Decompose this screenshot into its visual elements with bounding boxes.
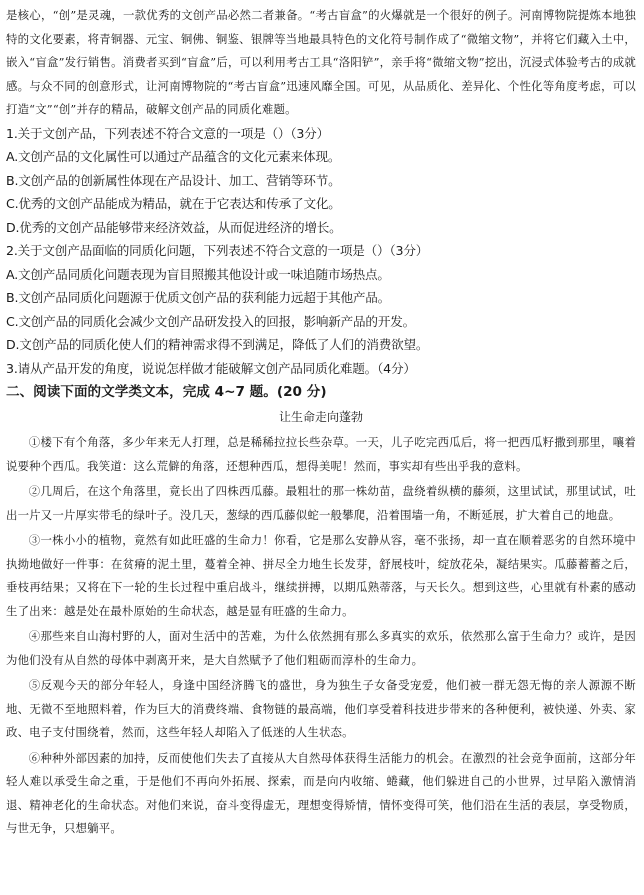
question-2 bbox=[6, 239, 636, 357]
q1-option-a: A.文创产品的文化属性可以通过产品蕴含的文化元素来体现。 bbox=[6, 149, 341, 164]
q1-stem: 1.关于文创产品，下列表述不符合文意的一项是（）（3分） bbox=[6, 125, 329, 141]
intro-paragraph: 是核心，“创”是灵魂，一款优秀的文创产品必然二者兼备。“考古盲盒”的火爆就是一个很好的例子。河南博物院提炼本地独特的文化要素，将青铜器、元宝、铜佛、铜鉴、银牌等当地最具特色的文化符号制作成了“微缩文物”，并将它们藏入土中，嵌入“盲盒”发行销售。消费者买到“盲盒”后，可以利用考古工具“洛阳铲”，亲手将“微缩文物”挖出，沉浸式体验考古的成就感。与众不同的创意形式，让河南博物院的“考古盲盒”迅速风靡全国。可见，从品质化、差异化、个性化等角度考虑，可以打造“文”“创”并存的精品，破解文创产品的同质化难题。 bbox=[6, 8, 636, 116]
q1-option-b: B.文创产品的创新属性体现在产品设计、加工、营销等环节。 bbox=[6, 172, 341, 188]
story-paragraph-2: ②几周后，在这个角落里，竟长出了四株西瓜藤。最粗壮的那一株幼苗，盘绕着纵横的藤须，这里试试，那里试试，吐出一片又一片厚实带毛的绿叶子。没几天，葱绿的西瓜藤似蛇一般攀爬，沿着围墙一角，不断延展，扩大着自己的地盘。 bbox=[6, 484, 636, 522]
story-paragraph-4: ④那些来自山海村野的人，面对生活中的苦难，为什么依然拥有那么多真实的欢乐，依然那么富于生命力？或许，是因为他们没有从自然的母体中剥离开来，是大自然赋予了他们粗砺而淳朴的生命力。 bbox=[6, 629, 636, 667]
q2-option-a: A.文创产品同质化问题表现为盲目照搬其他设计或一味追随市场热点。 bbox=[6, 266, 390, 282]
q1-option-d: D.优秀的文创产品能够带来经济效益，从而促进经济的增长。 bbox=[6, 219, 342, 235]
q2-option-d: D.文创产品的同质化使人们的精神需求得不到满足，降低了人们的消费欲望。 bbox=[6, 337, 429, 352]
question-3: 3.请从产品开发的角度，说说怎样做才能破解文创产品同质化难题。（4分） bbox=[6, 360, 416, 376]
story-paragraph-6: ⑥种种外部因素的加持，反而使他们失去了直接从大自然母体获得生活能力的机会。在激烈的社会竞争面前，这部分年轻人难以承受生命之重，于是他们不再向外拓展、探索，而是向内收缩、蜷藏，他们躲进自己的小世界，过早陷入激情消退、精神老化的生命状态。对他们来说，奋斗变得虚无，理想变得矫情，情怀变得可笑，他们沿在生活的表层，享受物质，与世无争，只想躺平。 bbox=[6, 750, 636, 835]
story-paragraph-5: ⑤反观今天的部分年轻人，身逢中国经济腾飞的盛世，身为独生子女备受宠爱，他们被一群无怨无悔的亲人源源不断地、无微不至地照料着，作为巨大的消费终端、食物链的最高端，他们享受着科技进步带来的各种便利，被快递、外卖、家政、电子支付围绕着，然而，这些年轻人却陷入了低迷的人生状态。 bbox=[6, 678, 636, 739]
story-paragraph-1: ①楼下有个角落，多少年来无人打理，总是稀稀拉拉长些杂草。一天，儿子吃完西瓜后，将一把西瓜籽撒到那里，嚷着说要种个西瓜。我笑道：这么荒僻的角落，还想种西瓜，想得美呢！然而，事实却有些出乎我的意料。 bbox=[6, 435, 636, 473]
q2-stem: 2.关于文创产品面临的同质化问题，下列表述不符合文意的一项是（）（3分） bbox=[6, 243, 429, 258]
section-2-heading: 二、阅读下面的文学类文本，完成 4~7 题。(20 分) bbox=[6, 384, 327, 400]
story-title: 让生命走向蓬勃 bbox=[278, 410, 363, 424]
question-1 bbox=[6, 122, 636, 240]
q2-option-c: C.文创产品的同质化会减少文创产品研发投入的回报，影响新产品的开发。 bbox=[6, 313, 415, 329]
story-paragraph-3: ③一株小小的植物，竟然有如此旺盛的生命力！你看，它是那么安静从容，毫不张扬，却一直在顺着恶劣的自然环境中执拗地做好一件事：在贫瘠的泥土里，蔓着全神、拼尽全力地生长发芽，舒展枝叶，绽放花朵，凝结果实。瓜藤蓄蓄之后，垂枝再结果；又将在下一轮的生长过程中重启战斗，继续拼搏，以期瓜熟蒂落，与天长久。想到这些，心里就有朴素的感动生了出来：越是处在最朴原始的生命状态，越是显有旺盛的生命力。 bbox=[6, 533, 636, 618]
q1-option-c: C.优秀的文创产品能成为精品，就在于它表达和传承了文化。 bbox=[6, 196, 341, 211]
q2-option-b: B.文创产品同质化问题源于优质文创产品的获利能力远超于其他产品。 bbox=[6, 290, 391, 305]
